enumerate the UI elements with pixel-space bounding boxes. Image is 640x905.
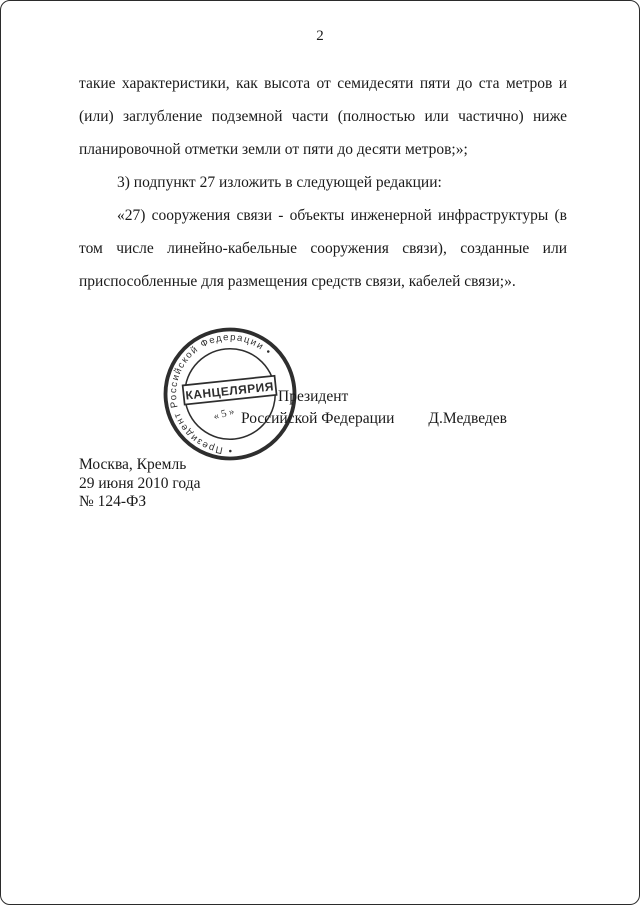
- signature-title-line1: Президент: [278, 388, 349, 405]
- signature-block: [241, 386, 507, 430]
- stamp-center-label: КАНЦЕЛЯРИЯ: [184, 379, 275, 403]
- stamp-number-line: « 5 »: [212, 406, 236, 423]
- document-footer: [79, 456, 200, 512]
- signature-title-text: Российской Федерации: [241, 410, 395, 427]
- signature-title-line2: [241, 408, 507, 430]
- signature-name: Д.Медведев: [428, 410, 507, 427]
- footer-date: 29 июня 2010 года: [79, 474, 201, 492]
- stamp-ring-text: • Президент Российской Федерации •: [168, 332, 274, 456]
- footer-place: Москва, Кремль: [79, 456, 187, 473]
- paragraph: такие характеристики, как высота от семидесяти пяти до ста метров и (или) заглубление подземной части (полностью или частично) ниже планировочной отметки земли от пяти до десяти метров;»;: [79, 75, 567, 158]
- paragraph: 3) подпункт 27 изложить в следующей редакции:: [117, 174, 442, 191]
- document-body: [79, 67, 567, 298]
- paragraph: «27) сооружения связи - объекты инженерной инфраструктуры (в том числе линейно-кабельные сооружения связи), созданные или приспособленные для размещения средств связи, кабелей связи;».: [79, 207, 567, 290]
- footer-doc-number: № 124-ФЗ: [79, 493, 147, 510]
- page-number: 2: [316, 28, 324, 44]
